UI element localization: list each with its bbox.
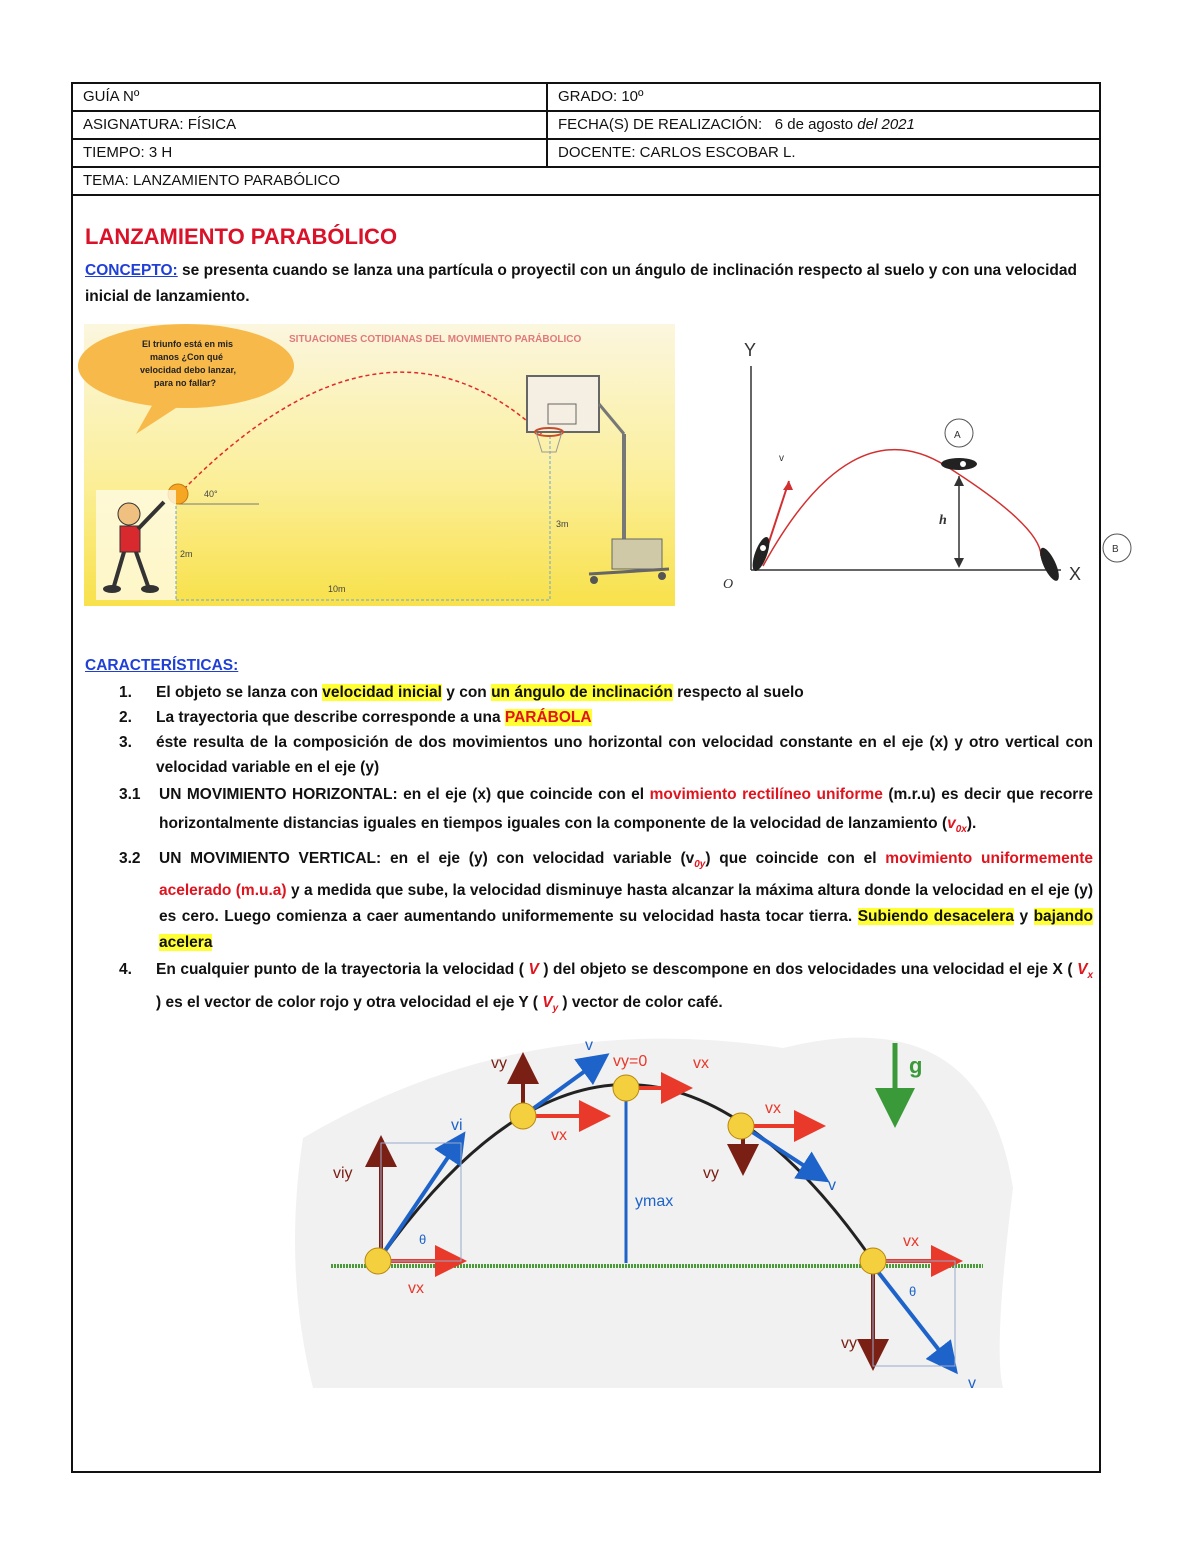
- point-b-label: B: [1112, 544, 1119, 555]
- fecha-value: 6 de agosto: [774, 116, 854, 133]
- smiley-icon-end: [860, 1248, 886, 1274]
- angle-label: 40°: [204, 489, 218, 499]
- sub-3-1-mru: movimiento rectilíneo uniforme: [649, 786, 883, 803]
- concept-label: CONCEPTO:: [85, 262, 178, 279]
- bubble-line-1: El triunfo está en mis: [142, 339, 234, 349]
- label-vx-2: vx: [551, 1127, 567, 1144]
- guide-page: [71, 82, 1119, 1473]
- sub-3-2-mua: movimiento uniformemente acelerado (m.u.a): [159, 850, 1093, 900]
- caracteristicas-list: [85, 680, 1093, 1022]
- label-vx-3: vx: [693, 1055, 709, 1072]
- label-ymax: ymax: [635, 1193, 674, 1210]
- item-3-text: éste resulta de la composición de dos movimientos uno horizontal con velocidad constante en el eje (x) y otro vertical con velocidad variable en el eje (y): [156, 734, 1093, 776]
- item-2-highlight-parabola: PARÁBOLA: [504, 709, 592, 726]
- list-item-1: [85, 680, 1093, 705]
- header-row-1: [73, 84, 1099, 112]
- grado-cell: GRADO: 10º: [558, 88, 644, 105]
- x-axis-label: X: [1069, 564, 1082, 584]
- tiempo-cell: TIEMPO: 3 H: [73, 140, 548, 166]
- sub-3-2-number: 3.2: [119, 850, 141, 868]
- hoop-height-label: 3m: [556, 519, 569, 529]
- bubble-line-2: manos ¿Con qué: [150, 352, 224, 362]
- list-item-4: [85, 956, 1093, 1022]
- sub-3-2-text-a: UN MOVIMIENTO VERTICAL: en el eje (y) con velocidad variable (v: [159, 850, 695, 868]
- docente-cell: DOCENTE: CARLOS ESCOBAR L.: [558, 144, 796, 161]
- label-viy: viy: [333, 1165, 353, 1182]
- item-4-vy: V: [542, 994, 553, 1012]
- smiley-icon-start: [365, 1248, 391, 1274]
- sub-3-2-v0y-subscript: 0y: [694, 859, 706, 871]
- point-a-label: A: [954, 430, 961, 441]
- list-item-3: [85, 730, 1093, 956]
- sub-3-1-text-e: ).: [966, 815, 977, 832]
- header-row-3: [73, 140, 1099, 168]
- header-row-2: [73, 112, 1099, 140]
- rocket-trajectory-figure: [701, 326, 1119, 596]
- item-4-text-e: ) es el vector de color rojo y otra velocidad el eje Y (: [156, 994, 543, 1012]
- item-4-vx-subscript: x: [1087, 970, 1094, 982]
- label-theta-1: θ: [419, 1232, 427, 1247]
- smiley-icon-falling: [728, 1113, 754, 1139]
- item-4-text-a: En cualquier punto de la trayectoria la velocidad (: [156, 961, 529, 979]
- guia-cell: GUÍA Nº: [73, 84, 548, 110]
- rocket-end-icon: [1036, 545, 1062, 583]
- item-4-vx: V: [1077, 961, 1088, 979]
- item-4-text-c: ) del objeto se descompone en dos velocidades una velocidad el eje X (: [538, 961, 1078, 979]
- player-height-label: 2m: [180, 549, 193, 559]
- item-2-number: 2.: [119, 709, 132, 726]
- item-3-number: 3.: [119, 734, 132, 751]
- sub-3-1-text-c: (m.r.u) es decir que recorre horizontalmente distancias iguales en tiempos iguales con la componente de la velocidad de lanzamiento (: [159, 786, 1093, 832]
- bubble-line-4: para no fallar?: [154, 378, 217, 388]
- sub-3-2-text-f: y: [1013, 908, 1034, 926]
- page-title: LANZAMIENTO PARABÓLICO: [85, 224, 398, 249]
- item-1-text-c: y con: [441, 684, 492, 701]
- sub-3-2-highlight-subiendo: Subiendo desacelera: [857, 908, 1014, 926]
- item-1-highlight-velocidad: velocidad inicial: [322, 684, 442, 701]
- item-1-text-e: respecto al suelo: [672, 684, 804, 701]
- vector-decomposition-figure: [223, 1018, 1015, 1392]
- item-4-number: 4.: [119, 961, 132, 979]
- label-vi: vi: [451, 1117, 463, 1134]
- distance-label: 10m: [328, 584, 346, 594]
- rocket-top-icon: [941, 458, 977, 470]
- origin-label: O: [723, 577, 734, 592]
- sub-3-1-number: 3.1: [119, 786, 141, 803]
- trajectory-curve: [763, 450, 1041, 566]
- v-label: v: [779, 453, 784, 464]
- item-4-text-g: ) vector de color café.: [558, 994, 723, 1012]
- smiley-icon-rising: [510, 1103, 536, 1129]
- tema-cell: TEMA: LANZAMIENTO PARABÓLICO: [83, 172, 340, 189]
- label-theta-2: θ: [909, 1284, 917, 1299]
- label-v-3: v: [968, 1375, 976, 1392]
- sub-3-2-text-b: ) que coincide con el: [705, 850, 886, 868]
- y-axis-label: Y: [744, 340, 757, 360]
- sub-3-1-v0x-subscript: 0x: [955, 824, 967, 836]
- concept-text: se presenta cuando se lanza una partícula o proyectil con un ángulo de inclinación respecto al suelo y con una velocidad inicial de lanzamiento.: [85, 262, 1077, 305]
- item-1-text-a: El objeto se lanza con: [156, 684, 323, 701]
- basketball-figure: [84, 324, 675, 606]
- concept-paragraph: [85, 258, 1085, 310]
- fecha-del: del: [857, 116, 878, 133]
- label-vy-2: vy: [703, 1165, 719, 1182]
- header-row-4: [73, 168, 1099, 196]
- label-vy-1: vy: [491, 1055, 507, 1072]
- label-vx-5: vx: [903, 1233, 919, 1250]
- label-vy-3: vy: [841, 1335, 857, 1352]
- item-2-text: La trayectoria que describe corresponde a una: [156, 709, 505, 726]
- height-label: h: [939, 513, 947, 528]
- figure3-background: [295, 1038, 1013, 1388]
- item-4-vy-subscript: y: [552, 1003, 559, 1015]
- fecha-cell: [548, 112, 1099, 138]
- list-item-2: [85, 705, 1093, 730]
- item-1-number: 1.: [119, 684, 132, 701]
- label-v-2: v: [828, 1177, 836, 1194]
- sub-3-2-highlight-bajando: bajando acelera: [159, 908, 1094, 952]
- label-v-1: v: [585, 1037, 593, 1054]
- sub-item-3-1: [85, 780, 1093, 844]
- bubble-line-3: velocidad debo lanzar,: [140, 365, 237, 375]
- sub-3-1-v0x: v: [947, 815, 956, 832]
- fecha-label: FECHA(S) DE REALIZACIÓN:: [558, 116, 763, 133]
- sub-3-1-text-a: UN MOVIMIENTO HORIZONTAL: en el eje (x) que coincide con el: [159, 786, 650, 803]
- label-g: g: [909, 1053, 923, 1078]
- fecha-year: 2021: [881, 116, 915, 133]
- item-4-v: V: [528, 961, 539, 979]
- label-vx-1: vx: [408, 1280, 424, 1297]
- sub-3-2-text-d: y a medida que sube, la velocidad disminuye hasta alcanzar la máxima altura donde la velocidad en el eje (y) es cero. Luego comienza a caer aumentando uniformemente su velocidad hasta tocar tierra.: [159, 882, 1094, 926]
- label-vx-4: vx: [765, 1100, 781, 1117]
- asignatura-cell: ASIGNATURA: FÍSICA: [73, 112, 548, 138]
- figure1-heading: SITUACIONES COTIDIANAS DEL MOVIMIENTO PARÁBOLICO: [289, 334, 582, 345]
- label-vy0: vy=0: [613, 1053, 648, 1070]
- sub-item-3-2: [85, 846, 1093, 956]
- smiley-icon-top: [613, 1075, 639, 1101]
- item-1-highlight-angulo: un ángulo de inclinación: [491, 684, 673, 701]
- caracteristicas-heading: CARACTERÍSTICAS:: [85, 657, 239, 674]
